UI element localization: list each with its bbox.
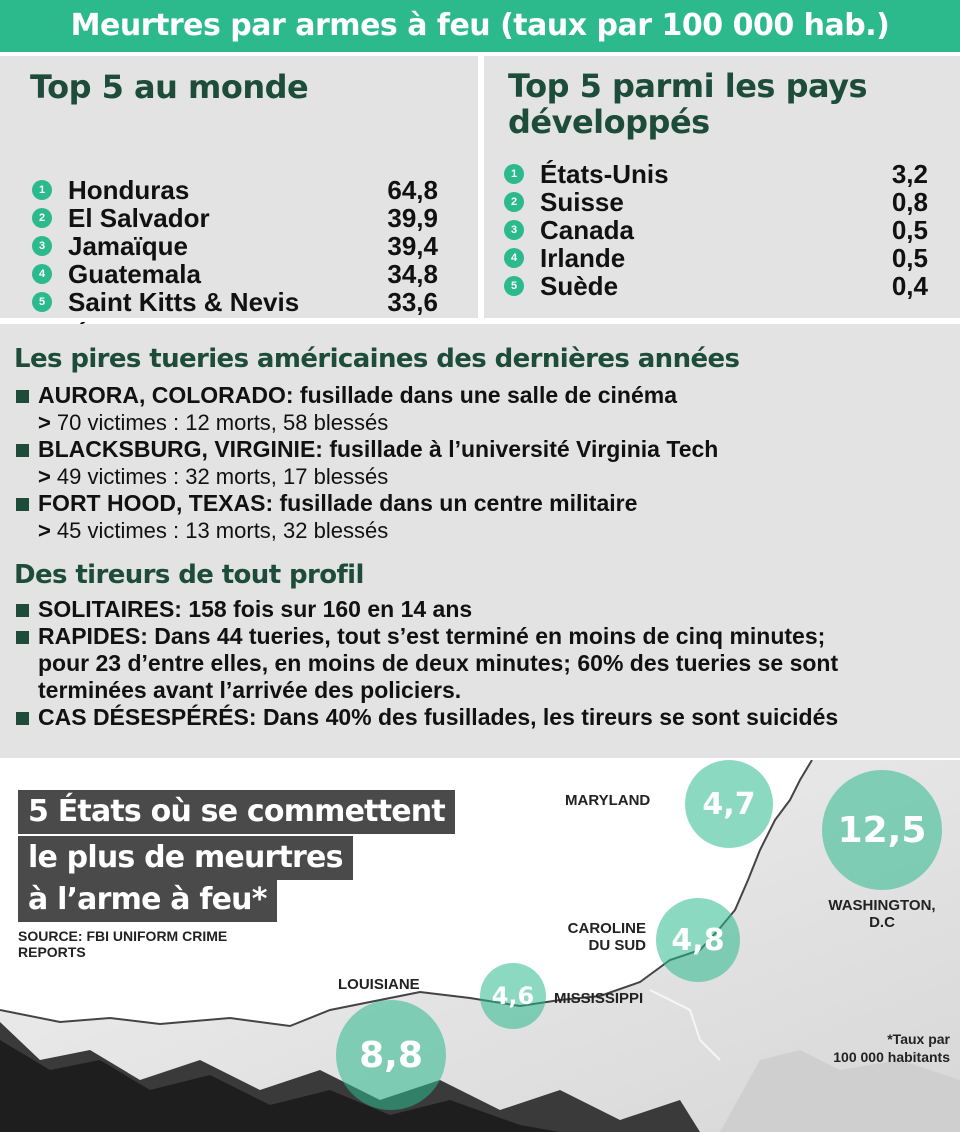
caroline-label [546,920,646,954]
caroline-circle: 4,8 [656,898,740,982]
mississippi-label: MISSISSIPPI [554,990,644,1007]
rank-badge: 5 [504,276,524,296]
rank-badge: 2 [32,208,52,228]
map-title-line-1: 5 États où se commettent [18,790,455,834]
map-title-line-3: à l’arme à feu* [18,878,277,922]
shootings-list [14,382,954,544]
shootings-panel [0,324,960,758]
country-name: États-Unis [540,158,669,189]
rank-badge: 1 [504,164,524,184]
list-item [504,160,928,188]
rate-value: 34,8 [387,258,438,289]
list-item [32,232,438,260]
list-item [504,272,928,300]
rank-badge: 4 [32,264,52,284]
rate-value: 33,6 [387,286,438,317]
louisiane-circle: 8,8 [336,1000,446,1110]
rate-value: 0,8 [891,186,928,217]
louisiane-label: LOUISIANE [338,976,420,993]
page-title: Meurtres par armes à feu (taux par 100 000 hab.) [0,0,960,52]
rank-badge: 3 [504,220,524,240]
arrow-icon: > [38,518,51,543]
country-name: Saint Kitts & Nevis [68,286,300,317]
shooting-detail [14,517,954,544]
developed-list [504,160,928,300]
shooting-detail-text: 49 victimes : 32 morts, 17 blessés [56,464,389,489]
list-item [32,176,438,204]
rank-badge: 4 [504,248,524,268]
shooting-title: AURORA, COLORADO: fusillade dans une salle de cinéma [14,382,954,409]
shooting-title: BLACKSBURG, VIRGINIE: fusillade à l’université Virginia Tech [14,436,954,463]
profile-rapides-cont: pour 23 d’entre elles, en moins de deux minutes; 60% des tueries se sont [38,650,839,676]
maryland-label: MARYLAND [565,792,651,809]
rank-badge: 5 [32,292,52,312]
list-item [32,260,438,288]
rate-value: 0,4 [891,270,928,301]
world-heading: Top 5 au monde [30,68,309,106]
source-note: SOURCE: FBI UNIFORM CRIME REPORTS [18,928,228,960]
washington-circle: 12,5 [822,770,942,890]
country-name: Guatemala [68,258,201,289]
maryland-circle: 4,7 [685,760,773,848]
rate-value: 0,5 [891,242,928,273]
footnote-line-2: 100 000 habitants [833,1049,950,1065]
profile-rapides: RAPIDES: Dans 44 tueries, tout s’est terminé en moins de cinq minutes; [14,623,954,650]
arrow-icon: > [38,410,51,435]
list-item [504,188,928,216]
map-title-line-2: le plus de meurtres [18,836,353,880]
shootings-heading: Les pires tueries américaines des dernières années [14,344,740,374]
map-section [0,760,960,1132]
shooting-detail-text: 45 victimes : 13 morts, 32 blessés [56,518,389,543]
rank-badge: 3 [32,236,52,256]
profile-desesperes: CAS DÉSESPÉRÉS: Dans 40% des fusillades, les tireurs se sont suicidés [14,704,954,731]
country-name: Irlande [540,242,626,273]
arrow-icon: > [38,464,51,489]
rank-badge: 1 [32,180,52,200]
country-name: Honduras [68,174,190,205]
list-item [32,288,438,316]
developed-panel [484,56,960,318]
shooting-detail [14,409,954,436]
list-item [504,216,928,244]
rate-value: 64,8 [387,174,438,205]
washington-label-line-2: D.C [869,914,895,931]
country-name: Canada [540,214,634,245]
profiles-heading: Des tireurs de tout profil [14,560,364,590]
washington-label-line-1: WASHINGTON, [828,897,936,914]
profile-solitaires: SOLITAIRES: 158 fois sur 160 en 14 ans [14,596,954,623]
rate-value: 3,2 [891,158,928,189]
rate-value: 0,5 [891,214,928,245]
country-name: El Salvador [68,202,210,233]
profiles-list [14,596,954,731]
country-name: Suisse [540,186,624,217]
country-name: Jamaïque [68,230,188,261]
list-item [504,244,928,272]
rate-value: 39,9 [387,202,438,233]
caroline-label-line-2: DU SUD [588,937,646,954]
shooting-detail-text: 70 victimes : 12 morts, 58 blessés [56,410,389,435]
washington-label [812,897,952,931]
mississippi-circle: 4,6 [480,963,546,1029]
world-panel [0,56,478,318]
country-name: Suède [540,270,619,301]
shooting-detail [14,463,954,490]
rank-badge: 2 [504,192,524,212]
shooting-title: FORT HOOD, TEXAS: fusillade dans un centre militaire [14,490,954,517]
caroline-label-line-1: CAROLINE [567,920,646,937]
profile-rapides-cont: terminées avant l’arrivée des policiers. [38,677,462,703]
developed-heading: Top 5 parmi les pays développés [508,67,868,141]
rate-value: 39,4 [387,230,438,261]
footnote [770,1030,950,1066]
list-item [32,204,438,232]
footnote-line-1: *Taux par [887,1031,950,1047]
